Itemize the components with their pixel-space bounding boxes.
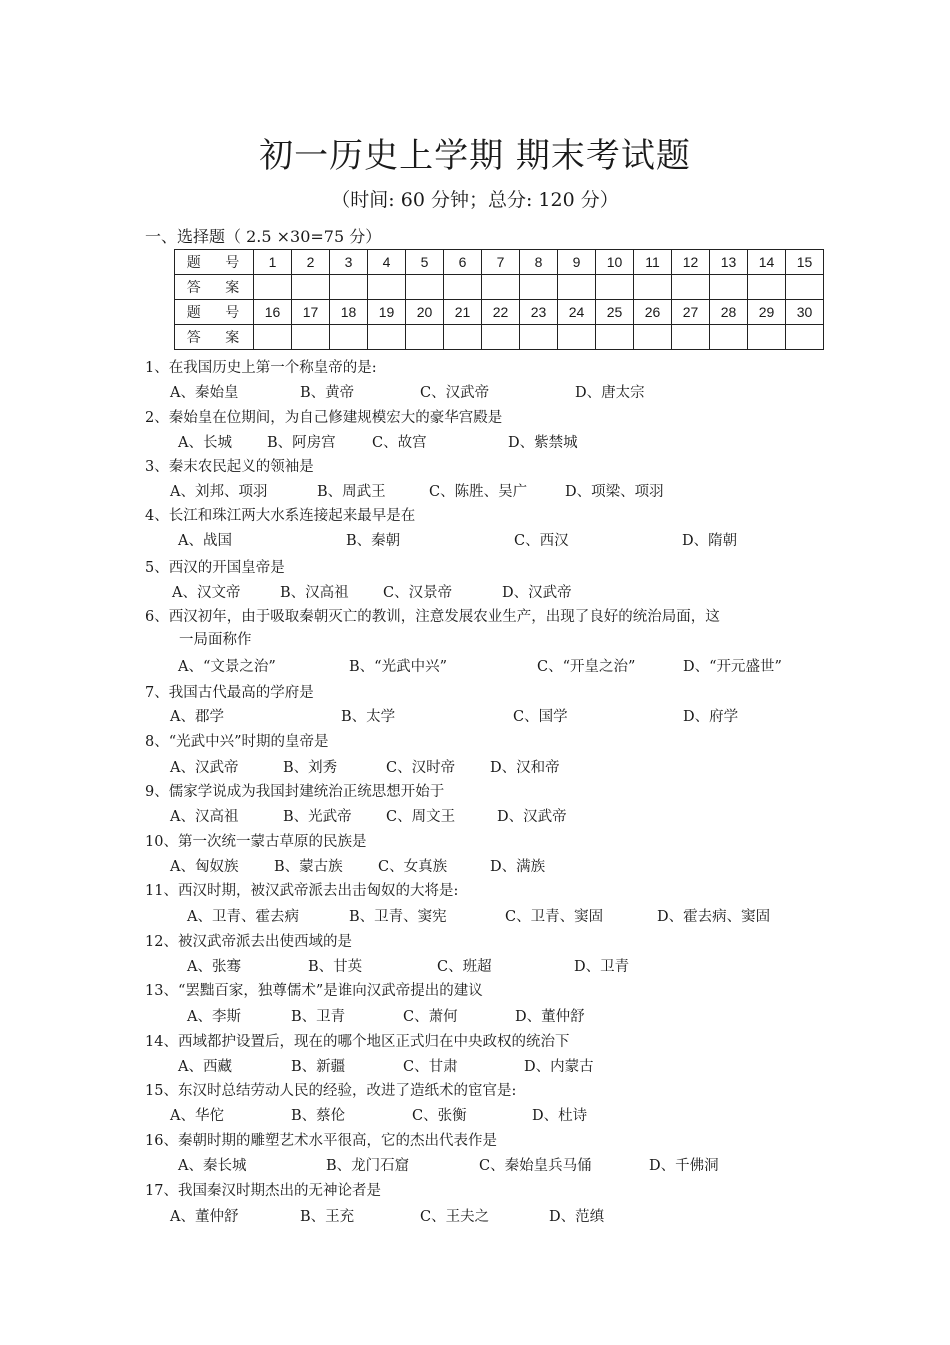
option-c[interactable]: C、“开皇之治” [537, 659, 636, 675]
question-2: 2、秦始皇在位期间，为自己修建规模宏大的豪华宫殿是 [145, 410, 503, 426]
option-c[interactable]: C、萧何 [403, 1009, 458, 1025]
table-row-numbers-1 [175, 250, 824, 275]
option-d[interactable]: D、卫青 [574, 959, 630, 975]
question-4: 4、长江和珠江两大水系连接起来最早是在 [145, 508, 416, 524]
answer-cell[interactable] [672, 325, 710, 350]
answer-cell[interactable] [482, 275, 520, 300]
question-16: 16、秦朝时期的雕塑艺术水平很高，它的杰出代表作是 [145, 1133, 497, 1149]
table-row-answers-2 [175, 325, 824, 350]
answer-cell[interactable] [672, 275, 710, 300]
option-b[interactable]: B、黄帝 [300, 385, 355, 401]
option-c[interactable]: C、汉武帝 [420, 385, 490, 401]
option-d[interactable]: D、内蒙古 [524, 1059, 594, 1075]
table-cell: 10 [596, 250, 634, 275]
option-a[interactable]: A、西藏 [178, 1059, 232, 1075]
option-b[interactable]: B、秦朝 [346, 533, 401, 549]
table-cell: 28 [710, 300, 748, 325]
option-a[interactable]: A、李斯 [187, 1009, 241, 1025]
table-header-cell: 答 案 [175, 325, 254, 350]
table-cell: 11 [634, 250, 672, 275]
table-cell: 30 [786, 300, 824, 325]
table-header-cell: 答 案 [175, 275, 254, 300]
table-cell: 16 [254, 300, 292, 325]
option-a[interactable]: A、郡学 [170, 709, 224, 725]
answer-cell[interactable] [634, 325, 672, 350]
option-c[interactable]: C、故宫 [372, 435, 427, 451]
option-d[interactable]: D、汉和帝 [490, 760, 560, 776]
option-a[interactable]: A、战国 [178, 533, 232, 549]
question-1: 1、在我国历史上第一个称皇帝的是: [145, 360, 377, 376]
table-cell: 4 [368, 250, 406, 275]
question-15: 15、东汉时总结劳动人民的经验，改进了造纸术的宦官是: [145, 1083, 517, 1099]
table-cell: 1 [254, 250, 292, 275]
option-a[interactable]: A、张骞 [187, 959, 241, 975]
question-11: 11、西汉时期，被汉武帝派去出击匈奴的大将是: [145, 883, 459, 899]
option-a[interactable]: A、董仲舒 [170, 1209, 239, 1225]
option-c[interactable]: C、周文王 [386, 809, 456, 825]
answer-cell[interactable] [748, 325, 786, 350]
question-7: 7、我国古代最高的学府是 [145, 685, 314, 701]
table-cell: 23 [520, 300, 558, 325]
question-14: 14、西域都护设置后，现在的哪个地区正式归在中央政权的统治下 [145, 1034, 570, 1050]
question-9: 9、儒家学说成为我国封建统治正统思想开始于 [145, 784, 445, 800]
question-12: 12、被汉武帝派去出使西域的是 [145, 934, 352, 950]
table-cell: 5 [406, 250, 444, 275]
option-d[interactable]: D、紫禁城 [508, 435, 578, 451]
option-c[interactable]: C、汉景帝 [383, 585, 453, 601]
option-a[interactable]: A、秦长城 [178, 1158, 247, 1174]
table-header-cell: 题 号 [175, 300, 254, 325]
answer-cell[interactable] [634, 275, 672, 300]
option-d[interactable]: D、汉武帝 [497, 809, 567, 825]
answer-cell[interactable] [330, 325, 368, 350]
answer-cell[interactable] [368, 325, 406, 350]
option-d[interactable]: D、霍去病、窦固 [657, 909, 771, 925]
option-b[interactable]: B、甘英 [308, 959, 363, 975]
table-cell: 6 [444, 250, 482, 275]
answer-cell[interactable] [786, 325, 824, 350]
answer-cell[interactable] [482, 325, 520, 350]
option-c[interactable]: C、卫青、窦固 [505, 909, 604, 925]
option-c[interactable]: C、女真族 [378, 859, 448, 875]
table-cell: 3 [330, 250, 368, 275]
option-d[interactable]: D、项梁、项羽 [565, 484, 664, 500]
answer-cell[interactable] [330, 275, 368, 300]
answer-cell[interactable] [710, 275, 748, 300]
option-b[interactable]: B、龙门石窟 [326, 1158, 410, 1174]
option-c[interactable]: C、陈胜、吴广 [429, 484, 528, 500]
option-c[interactable]: C、汉时帝 [386, 760, 456, 776]
table-cell: 14 [748, 250, 786, 275]
option-b[interactable]: B、卫青、窦宪 [349, 909, 447, 925]
answer-cell[interactable] [748, 275, 786, 300]
answer-cell[interactable] [596, 325, 634, 350]
answer-cell[interactable] [710, 325, 748, 350]
option-d[interactable]: D、隋朝 [682, 533, 738, 549]
table-cell: 25 [596, 300, 634, 325]
question-17: 17、我国秦汉时期杰出的无神论者是 [145, 1183, 381, 1199]
answer-cell[interactable] [406, 325, 444, 350]
option-d[interactable]: D、唐太宗 [575, 385, 645, 401]
option-c[interactable]: C、国学 [513, 709, 568, 725]
answer-cell[interactable] [406, 275, 444, 300]
answer-cell[interactable] [596, 275, 634, 300]
table-cell: 7 [482, 250, 520, 275]
table-cell: 15 [786, 250, 824, 275]
option-b[interactable]: B、“光武中兴” [349, 659, 447, 675]
option-c[interactable]: C、张衡 [412, 1108, 467, 1124]
option-a[interactable]: A、华佗 [170, 1108, 224, 1124]
option-b[interactable]: B、太学 [341, 709, 396, 725]
table-cell: 29 [748, 300, 786, 325]
table-cell: 2 [292, 250, 330, 275]
option-a[interactable]: A、秦始皇 [170, 385, 239, 401]
table-cell: 24 [558, 300, 596, 325]
table-cell: 13 [710, 250, 748, 275]
option-b[interactable]: B、卫青 [291, 1009, 346, 1025]
exam-title: 初一历史上学期 期末考试题 [259, 136, 691, 176]
option-a[interactable]: A、刘邦、项羽 [170, 484, 268, 500]
table-cell: 17 [292, 300, 330, 325]
option-b[interactable]: B、汉高祖 [280, 585, 349, 601]
option-b[interactable]: B、周武王 [317, 484, 386, 500]
answer-cell[interactable] [292, 275, 330, 300]
table-cell: 21 [444, 300, 482, 325]
option-a[interactable]: A、长城 [178, 435, 232, 451]
question-6: 6、西汉初年，由于吸取秦朝灭亡的教训，注意发展农业生产，出现了良好的统治局面，这 [145, 609, 720, 625]
question-8: 8、“光武中兴”时期的皇帝是 [145, 734, 329, 750]
exam-subtitle: （时间: 60 分钟；总分: 120 分） [331, 189, 619, 211]
question-13: 13、“罢黜百家，独尊儒术”是谁向汉武帝提出的建议 [145, 983, 483, 999]
answer-cell[interactable] [558, 325, 596, 350]
answer-cell[interactable] [292, 325, 330, 350]
answer-cell[interactable] [520, 275, 558, 300]
option-c[interactable]: C、王夫之 [420, 1209, 490, 1225]
section-title: 一、选择题（ 2.5 ×30=75 分） [145, 227, 382, 246]
option-b[interactable]: B、王充 [300, 1209, 355, 1225]
option-d[interactable]: D、范缜 [549, 1209, 605, 1225]
option-d[interactable]: D、“开元盛世” [683, 659, 782, 675]
question-6-continued: 一局面称作 [179, 632, 252, 648]
table-cell: 12 [672, 250, 710, 275]
answer-cell[interactable] [254, 325, 292, 350]
answer-cell[interactable] [558, 275, 596, 300]
table-cell: 22 [482, 300, 520, 325]
option-d[interactable]: D、府学 [683, 709, 739, 725]
question-10: 10、第一次统一蒙古草原的民族是 [145, 834, 367, 850]
option-b[interactable]: B、光武帝 [283, 809, 352, 825]
table-cell: 18 [330, 300, 368, 325]
answer-cell[interactable] [254, 275, 292, 300]
table-cell: 19 [368, 300, 406, 325]
option-b[interactable]: B、蔡伦 [291, 1108, 346, 1124]
option-d[interactable]: D、董仲舒 [515, 1009, 585, 1025]
table-cell: 8 [520, 250, 558, 275]
option-a[interactable]: A、“文景之治” [178, 659, 276, 675]
table-cell: 27 [672, 300, 710, 325]
table-cell: 9 [558, 250, 596, 275]
option-b[interactable]: B、刘秀 [283, 760, 338, 776]
option-d[interactable]: D、千佛洞 [649, 1158, 719, 1174]
option-c[interactable]: C、甘肃 [403, 1059, 458, 1075]
option-a[interactable]: A、汉武帝 [170, 760, 239, 776]
option-d[interactable]: D、满族 [490, 859, 546, 875]
question-5: 5、西汉的开国皇帝是 [145, 560, 285, 576]
option-d[interactable]: D、杜诗 [532, 1108, 588, 1124]
table-cell: 20 [406, 300, 444, 325]
option-a[interactable]: A、汉高祖 [170, 809, 239, 825]
option-c[interactable]: C、班超 [437, 959, 492, 975]
option-b[interactable]: B、蒙古族 [274, 859, 343, 875]
option-a[interactable]: A、汉文帝 [172, 585, 241, 601]
option-a[interactable]: A、卫青、霍去病 [187, 909, 299, 925]
table-header-cell: 题 号 [175, 250, 254, 275]
table-row-numbers-2 [175, 300, 824, 325]
question-3: 3、秦末农民起义的领袖是 [145, 459, 314, 475]
option-d[interactable]: D、汉武帝 [502, 585, 572, 601]
answer-table [174, 249, 824, 350]
table-row-answers-1 [175, 275, 824, 300]
option-c[interactable]: C、西汉 [514, 533, 569, 549]
answer-cell[interactable] [444, 325, 482, 350]
option-b[interactable]: B、阿房宫 [267, 435, 336, 451]
answer-cell[interactable] [520, 325, 558, 350]
answer-cell[interactable] [368, 275, 406, 300]
answer-cell[interactable] [444, 275, 482, 300]
option-a[interactable]: A、匈奴族 [170, 859, 239, 875]
table-cell: 26 [634, 300, 672, 325]
option-c[interactable]: C、秦始皇兵马俑 [479, 1158, 592, 1174]
option-b[interactable]: B、新疆 [291, 1059, 346, 1075]
answer-cell[interactable] [786, 275, 824, 300]
